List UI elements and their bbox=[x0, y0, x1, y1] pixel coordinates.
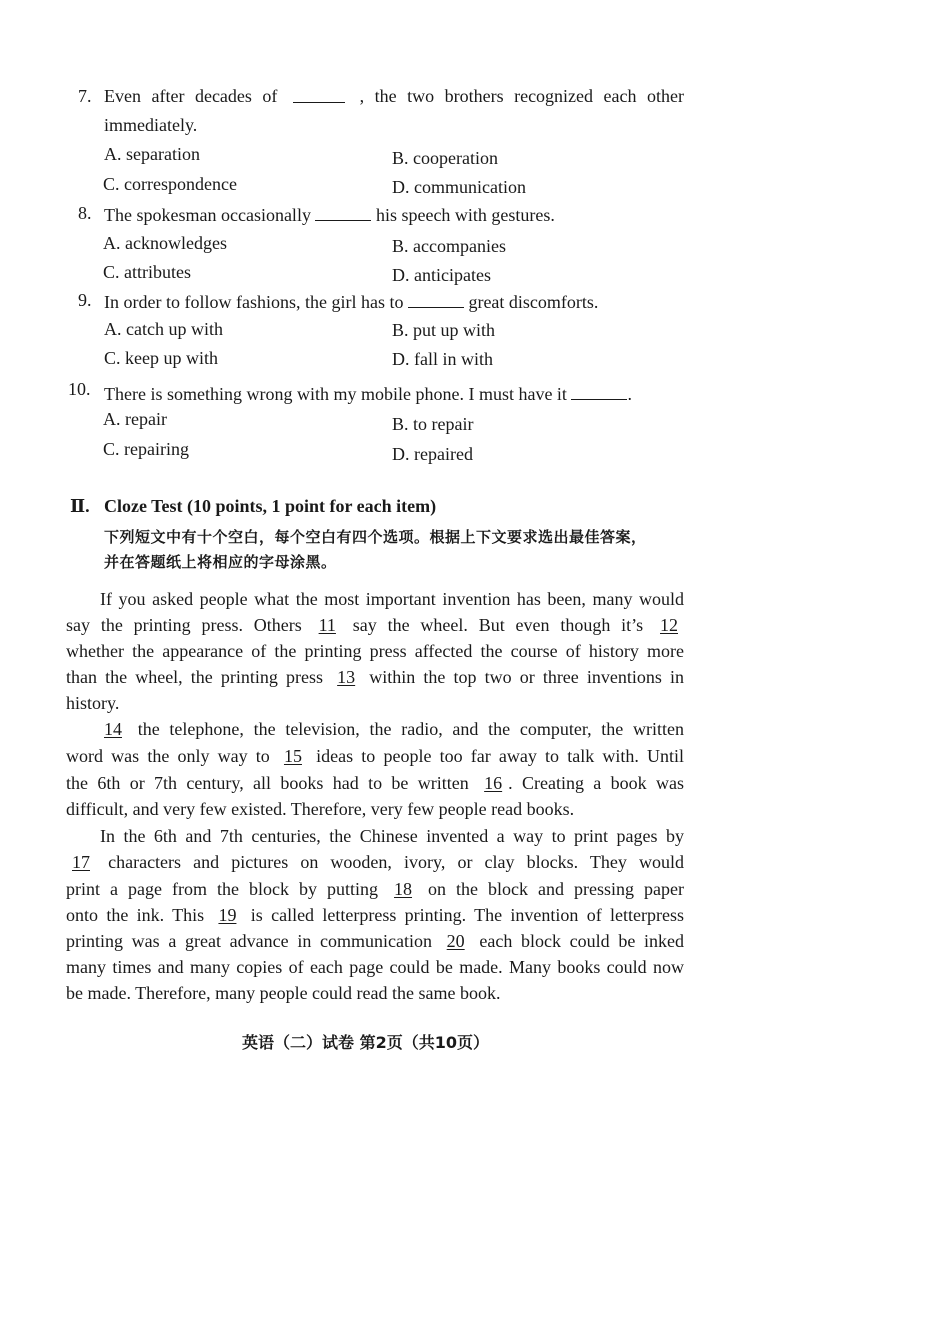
passage-line-13 bbox=[66, 905, 684, 926]
section-2-instruction-line2: 并在答题纸上将相应的字母涂黑。 bbox=[104, 553, 337, 571]
passage-line-1: If you asked people what the most important invention has been, many would bbox=[100, 589, 684, 609]
blank-14: 14 bbox=[104, 719, 122, 739]
question-10-stem-after: . bbox=[627, 384, 632, 404]
question-10-option-c: C. repairing bbox=[103, 439, 189, 459]
question-7-option-b: B. cooperation bbox=[392, 148, 498, 168]
blank-13: 13 bbox=[337, 667, 356, 687]
passage-text: say the wheel. But even though it’s bbox=[352, 615, 644, 635]
passage-text: the 6th or 7th century, all books had to be written bbox=[66, 773, 469, 793]
question-8-option-d: D. anticipates bbox=[392, 265, 491, 285]
passage-text: within the top two or three inventions in bbox=[369, 667, 685, 687]
question-8-stem-before: The spokesman occasionally bbox=[104, 205, 311, 225]
passage-text: . Creating a book was bbox=[508, 773, 684, 793]
question-7-stem-line2: immediately. bbox=[104, 115, 198, 135]
passage-line-7 bbox=[66, 746, 684, 767]
passage-line-11 bbox=[66, 852, 684, 873]
passage-text: each block could be inked bbox=[479, 931, 685, 951]
passage-text: on the block and pressing paper bbox=[428, 879, 685, 899]
passage-line-10: In the 6th and 7th centuries, the Chinese invented a way to print pages by bbox=[100, 826, 684, 846]
page-footer: 英语（二）试卷 第2页（共10页） bbox=[242, 1033, 489, 1052]
passage-line-2 bbox=[66, 615, 684, 636]
question-8-stem bbox=[104, 204, 555, 226]
blank-18: 18 bbox=[394, 879, 413, 899]
passage-text: say the printing press. Others bbox=[66, 615, 302, 635]
blank-16: 16 bbox=[484, 773, 503, 793]
question-9-stem-after: great discomforts. bbox=[468, 292, 599, 312]
question-8-option-a: A. acknowledges bbox=[103, 233, 227, 253]
question-10-blank bbox=[571, 383, 627, 400]
passage-text: print a page from the block by putting bbox=[66, 879, 378, 899]
passage-line-6 bbox=[66, 719, 684, 740]
question-10-stem bbox=[104, 383, 632, 405]
blank-12: 12 bbox=[660, 615, 678, 635]
question-9-stem bbox=[104, 291, 598, 313]
question-10-option-b: B. to repair bbox=[392, 414, 474, 434]
question-9-number: 9. bbox=[78, 290, 92, 310]
question-7-number: 7. bbox=[78, 86, 92, 106]
question-8-blank bbox=[315, 204, 371, 221]
blank-15: 15 bbox=[283, 746, 302, 766]
passage-text: word was the only way to bbox=[66, 746, 270, 766]
question-9-option-c: C. keep up with bbox=[104, 348, 218, 368]
section-2-numeral: Ⅱ. bbox=[70, 496, 90, 516]
passage-line-15: many times and many copies of each page could be made. Many books could now bbox=[66, 957, 684, 977]
passage-line-14 bbox=[66, 931, 684, 952]
question-7-option-d: D. communication bbox=[392, 177, 526, 197]
question-7-stem bbox=[104, 86, 684, 107]
passage-line-5: history. bbox=[66, 693, 120, 713]
question-9-option-a: A. catch up with bbox=[104, 319, 223, 339]
passage-line-3: whether the appearance of the printing press affected the course of history more bbox=[66, 641, 684, 661]
blank-11: 11 bbox=[318, 615, 336, 635]
question-10-number: 10. bbox=[68, 379, 91, 399]
question-10-stem-before: There is something wrong with my mobile phone. I must have it bbox=[104, 384, 567, 404]
question-8-option-b: B. accompanies bbox=[392, 236, 506, 256]
question-9-stem-before: In order to follow fashions, the girl has to bbox=[104, 292, 404, 312]
passage-text: characters and pictures on wooden, ivory, or clay blocks. They would bbox=[108, 852, 684, 872]
passage-line-8 bbox=[66, 773, 684, 794]
question-7-option-a: A. separation bbox=[104, 144, 200, 164]
passage-text: is called letterpress printing. The invention of letterpress bbox=[250, 905, 685, 925]
question-9-option-b: B. put up with bbox=[392, 320, 496, 340]
blank-20: 20 bbox=[446, 931, 465, 951]
question-9-option-d: D. fall in with bbox=[392, 349, 493, 369]
question-8-stem-after: his speech with gestures. bbox=[375, 205, 555, 225]
question-10-option-a: A. repair bbox=[103, 409, 167, 429]
question-7-option-c: C. correspondence bbox=[103, 174, 237, 194]
blank-17: 17 bbox=[72, 852, 90, 872]
question-8-option-c: C. attributes bbox=[103, 262, 191, 282]
question-7-blank bbox=[293, 86, 345, 103]
passage-text: onto the ink. This bbox=[66, 905, 205, 925]
question-8-number: 8. bbox=[78, 203, 92, 223]
question-10-option-d: D. repaired bbox=[392, 444, 473, 464]
passage-text: than the wheel, the printing press bbox=[66, 667, 324, 687]
passage-line-9: difficult, and very few existed. Therefore, very few people read books. bbox=[66, 799, 575, 819]
section-2-instruction-line1: 下列短文中有十个空白，每个空白有四个选项。根据上下文要求选出最佳答案， bbox=[104, 528, 647, 546]
question-7-stem-after: , the two brothers recognized each other bbox=[359, 86, 684, 106]
passage-text: printing was a great advance in communication bbox=[66, 931, 432, 951]
question-9-blank bbox=[408, 291, 464, 308]
passage-line-16: be made. Therefore, many people could read the same book. bbox=[66, 983, 501, 1003]
section-2-title: Cloze Test (10 points, 1 point for each item) bbox=[104, 496, 437, 516]
blank-19: 19 bbox=[218, 905, 237, 925]
passage-text: ideas to people too far away to talk with. Until bbox=[316, 746, 685, 766]
passage-line-12 bbox=[66, 879, 684, 900]
question-7-stem-before: Even after decades of bbox=[104, 86, 278, 106]
passage-line-4 bbox=[66, 667, 684, 688]
passage-text: the telephone, the television, the radio, and the computer, the written bbox=[137, 719, 684, 739]
